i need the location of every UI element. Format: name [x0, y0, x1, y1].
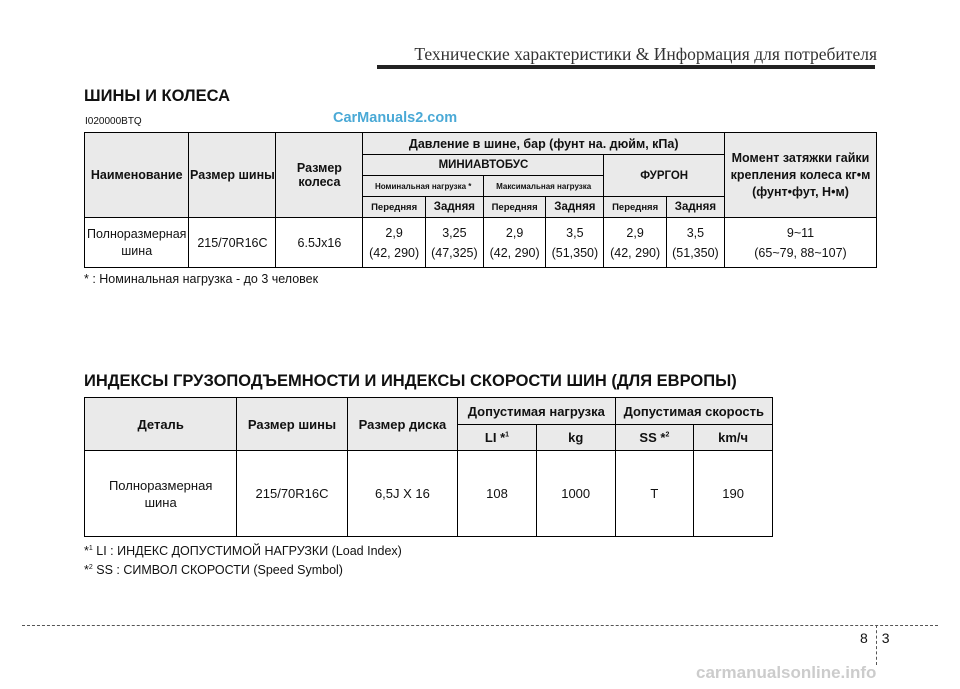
li-header	[458, 425, 537, 451]
footnote-number: 1	[88, 544, 93, 552]
pressure-bar: 2,9	[626, 225, 644, 240]
col-part-header: Деталь	[85, 398, 237, 451]
pressure-bar: 2,9	[505, 225, 524, 240]
table-row	[85, 218, 877, 268]
col-tire-size-header: Размер шины	[237, 398, 347, 451]
kmh-header: km/ч	[694, 425, 773, 451]
table-row	[85, 451, 773, 537]
footnote-number: 2	[88, 563, 93, 571]
nominal-load-header: Номинальная нагрузка *	[363, 176, 484, 197]
li-label: LI *	[484, 430, 506, 445]
rear-header: Задняя	[546, 197, 604, 218]
footnote-star: *	[84, 544, 89, 558]
pressure-alt: (51,350)	[672, 245, 719, 260]
cell-li: 108	[458, 451, 537, 537]
rear-header: Задняя	[666, 197, 724, 218]
pressure-bar: 2,9	[385, 225, 403, 240]
page-number	[860, 630, 890, 646]
torque-alt: (65~79, 88~107)	[754, 245, 847, 260]
pressure-bar: 3,5	[686, 225, 705, 240]
van-header: ФУРГОН	[604, 155, 725, 197]
header-rule	[377, 65, 875, 69]
cell-ss: T	[615, 451, 694, 537]
pressure-header: Давление в шине, бар (фунт на. дюйм, кПа)	[363, 133, 725, 155]
cell-pressure	[546, 218, 604, 268]
page-divider	[22, 625, 938, 626]
ss-header	[615, 425, 694, 451]
cell-disc-size: 6,5J X 16	[347, 451, 457, 537]
bottom-watermark: carmanualsonline.info	[696, 663, 877, 682]
cell-tire-size: 215/70R16C	[189, 218, 276, 268]
ss-label: SS *	[639, 430, 666, 445]
cell-pressure	[666, 218, 724, 268]
cell-kg: 1000	[536, 451, 615, 537]
cell-pressure	[604, 218, 666, 268]
cell-name: Полноразмерная шина	[85, 218, 189, 268]
cell-kmh: 190	[694, 451, 773, 537]
tire-index-table	[84, 397, 773, 537]
torque-kgm: 9~11	[786, 225, 815, 240]
footnote-text: LI : ИНДЕКС ДОПУСТИМОЙ НАГРУЗКИ (Load Index)	[96, 544, 402, 558]
pressure-alt: (42, 290)	[610, 245, 661, 260]
tire-table-footnote: * : Номинальная нагрузка - до 3 человек	[84, 272, 319, 286]
cell-part: Полноразмерная шина	[85, 451, 237, 537]
footnote-ss	[84, 563, 343, 577]
kg-header: kg	[536, 425, 615, 451]
rear-header: Задняя	[425, 197, 483, 218]
cell-tire-size: 215/70R16C	[237, 451, 347, 537]
page-number-value: 3	[881, 630, 890, 646]
page-header-title: Технические характеристики & Информация для потребителя	[414, 44, 877, 64]
footnote-star: *	[84, 563, 89, 577]
ss-footnote-mark: 2	[665, 431, 670, 439]
cell-torque	[725, 218, 877, 268]
col-wheel-size-header: Размер колеса	[276, 133, 363, 218]
col-speed-header: Допустимая скорость	[615, 398, 772, 425]
cell-pressure	[363, 218, 425, 268]
doc-code: I020000BTQ	[85, 116, 142, 127]
front-header: Передняя	[604, 197, 666, 218]
watermark-logo: CarManuals2.com	[333, 110, 458, 126]
chapter-number: 8	[860, 630, 868, 646]
cell-pressure	[483, 218, 545, 268]
torque-header: Момент затяжки гайки крепления колеса кг•м (фунт•фут, Н•м)	[725, 133, 877, 218]
col-tire-size-header: Размер шины	[189, 133, 276, 218]
section-title-tires: ШИНЫ И КОЛЕСА	[84, 87, 231, 105]
col-name-header: Наименование	[85, 133, 189, 218]
pressure-alt: (42, 290)	[369, 245, 420, 260]
pressure-alt: (42, 290)	[489, 245, 540, 260]
pressure-bar: 3,25	[442, 225, 467, 240]
front-header: Передняя	[483, 197, 545, 218]
footnote-text: SS : СИМВОЛ СКОРОСТИ (Speed Symbol)	[96, 563, 343, 577]
section-title-indices: ИНДЕКСЫ ГРУЗОПОДЪЕМНОСТИ И ИНДЕКСЫ СКОРОСТИ ШИН (ДЛЯ ЕВРОПЫ)	[84, 372, 737, 390]
cell-pressure	[425, 218, 483, 268]
cell-wheel-size: 6.5Jx16	[276, 218, 363, 268]
col-load-header: Допустимая нагрузка	[458, 398, 615, 425]
max-load-header: Максимальная нагрузка	[483, 176, 604, 197]
minibus-header: МИНИАВТОБУС	[363, 155, 604, 176]
pressure-bar: 3,5	[566, 225, 584, 240]
footnote-li	[84, 544, 402, 558]
col-disc-size-header: Размер диска	[347, 398, 457, 451]
pressure-alt: (47,325)	[431, 245, 478, 260]
tire-spec-table	[84, 132, 877, 268]
li-footnote-mark: 1	[505, 431, 510, 439]
front-header: Передняя	[363, 197, 425, 218]
pressure-alt: (51,350)	[551, 245, 599, 260]
